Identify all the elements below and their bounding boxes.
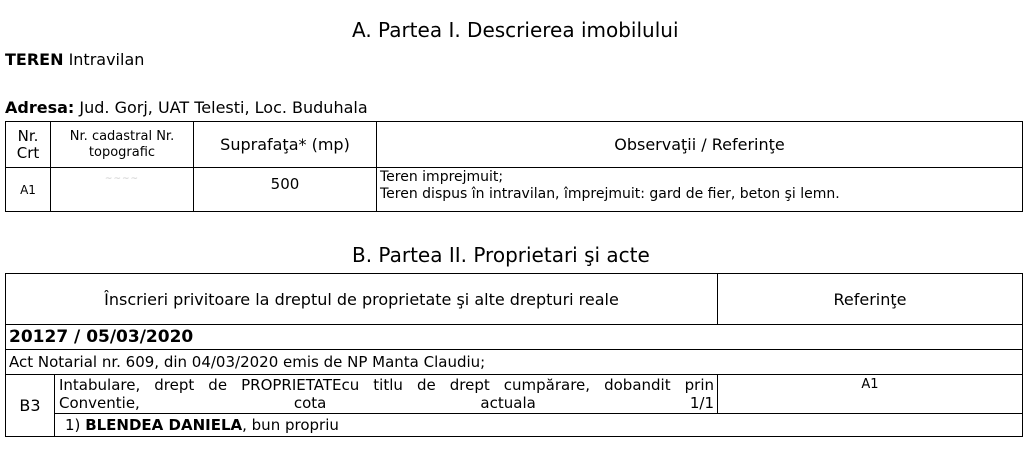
header-inscrieri: Înscrieri privitoare la dreptul de proprietate şi alte drepturi reale xyxy=(6,274,718,325)
cell-observatii xyxy=(377,168,1023,212)
header-nr-crt xyxy=(6,122,51,168)
owner-name: BLENDEA DANIELA xyxy=(85,416,243,434)
cell-nr-crt: A1 xyxy=(6,168,51,212)
header-suprafata: Suprafaţa* (mp) xyxy=(194,122,377,168)
property-table xyxy=(5,121,1023,212)
entry-description: Intabulare, drept de PROPRIETATEcu titlu de drept cumpărare, dobandit prin Conventie, cota actuala 1/1 xyxy=(55,375,718,414)
owner-row xyxy=(6,414,1023,437)
entry-row xyxy=(6,375,1023,414)
ownership-table xyxy=(5,273,1023,437)
header-nr-crt-line2: Crt xyxy=(16,143,40,162)
section-a-title: A. Partea I. Descrierea imobilului xyxy=(352,18,679,42)
cell-cadastral: ~~~~ xyxy=(51,168,194,212)
section-b-title: B. Partea II. Proprietari şi acte xyxy=(352,243,650,267)
address-label: Adresa: xyxy=(5,98,75,117)
registration-row xyxy=(6,325,1023,350)
entry-reference: A1 xyxy=(718,375,1023,414)
header-nr-crt-line1: Nr. xyxy=(17,126,39,145)
owner-detail: , bun propriu xyxy=(242,416,339,434)
act-row xyxy=(6,350,1023,375)
property-type-bold: TEREN xyxy=(5,50,64,69)
header-cadastral-line1: Nr. cadastral Nr. xyxy=(69,128,175,144)
address xyxy=(5,98,368,117)
header-cadastral xyxy=(51,122,194,168)
header-observatii: Observaţii / Referinţe xyxy=(377,122,1023,168)
owner-cell xyxy=(55,414,1023,437)
header-cadastral-line2: topografic xyxy=(88,144,156,160)
owner-number: 1) xyxy=(65,416,81,434)
address-value: Jud. Gorj, UAT Telesti, Loc. Buduhala xyxy=(74,98,368,117)
entry-id: B3 xyxy=(6,375,55,437)
property-type-rest: Intravilan xyxy=(63,50,145,69)
registration-number: 20127 / 05/03/2020 xyxy=(6,325,1023,350)
observatii-line2: Teren dispus în intravilan, împrejmuit: gard de fier, beton şi lemn. xyxy=(380,186,840,202)
observatii-line1: Teren imprejmuit; xyxy=(380,169,504,185)
table-row xyxy=(6,168,1023,212)
header-referinte: Referinţe xyxy=(718,274,1023,325)
property-type xyxy=(5,50,144,69)
cell-suprafata: 500 xyxy=(194,168,377,212)
property-table-header xyxy=(6,122,1023,168)
act-description: Act Notarial nr. 609, din 04/03/2020 emis de NP Manta Claudiu; xyxy=(6,350,1023,375)
ownership-table-header xyxy=(6,274,1023,325)
